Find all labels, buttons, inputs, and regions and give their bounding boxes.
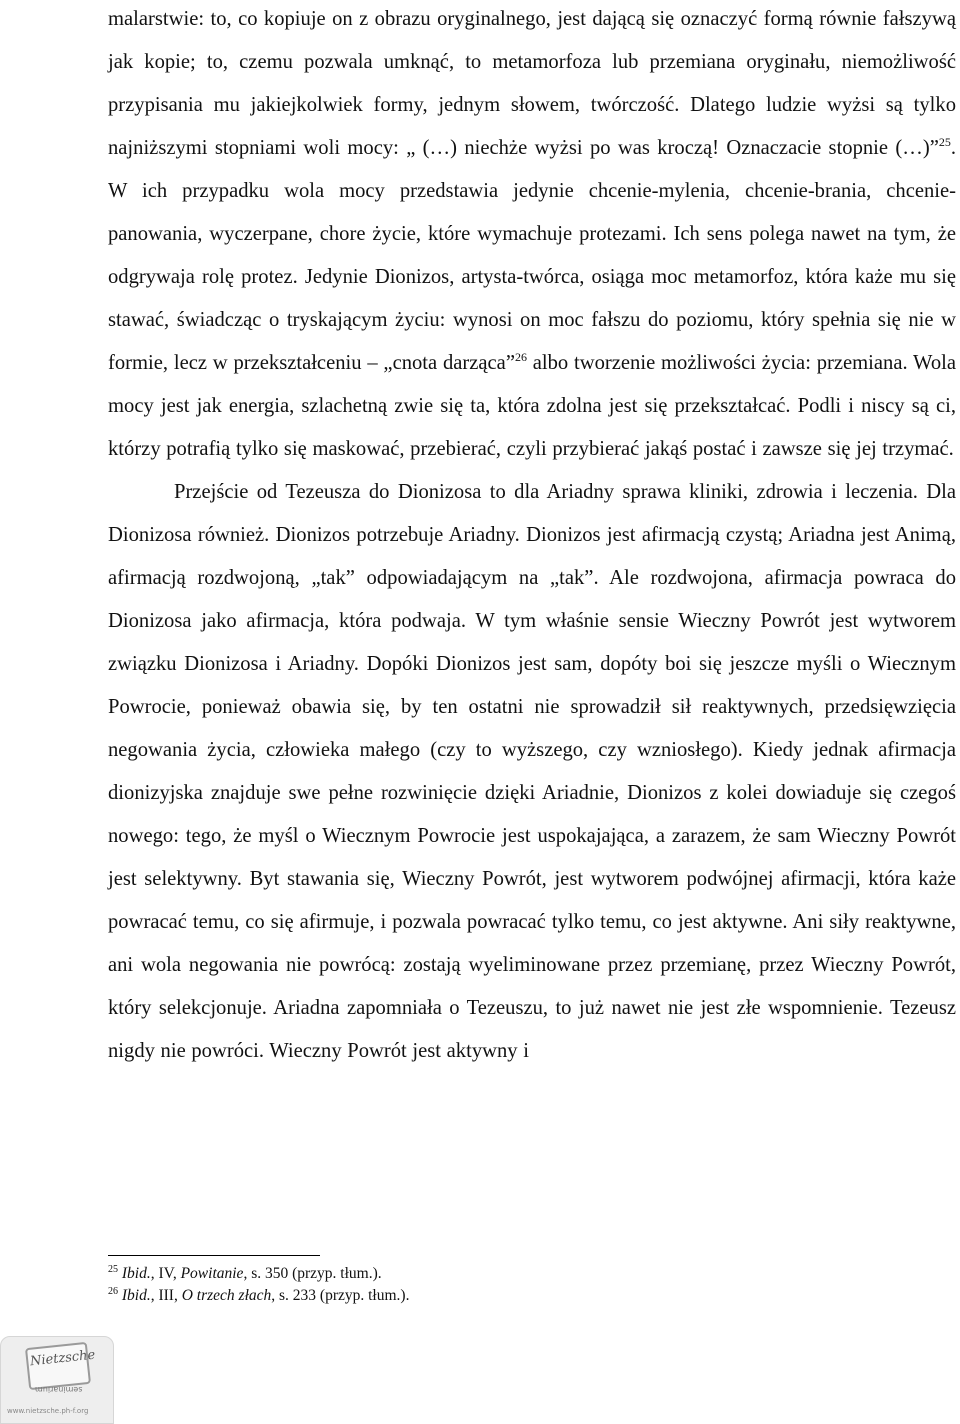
paragraph: [108, 471, 956, 1073]
footnote-title: Ibid.: [121, 1287, 151, 1304]
footnote: [108, 1263, 808, 1285]
watermark-logo: [0, 1336, 114, 1424]
logo-subtitle: seminarium: [35, 1385, 83, 1394]
logo-url: www.nietzsche.ph-f.org: [7, 1407, 89, 1415]
body-text: [108, 0, 956, 1073]
footnote-title: Powitanie: [180, 1265, 244, 1282]
footnote-title: O trzech złach: [181, 1287, 272, 1304]
footnotes: [108, 1263, 808, 1307]
footnote-number: 26: [108, 1285, 118, 1297]
text-run: Przejście od Tezeusza do Dionizosa to dla Ariadny sprawa kliniki, zdrowia i leczenia. Dla Dionizosa również. Dionizos potrzebuje Ariadny. Dionizos jest afirmacją czystą; Ariadna jest Animą, afirmacją rozdwojoną, „tak” odpowiadającym na „tak”. Ale rozdwojona, afirmacja powraca do Dionizosa jako afirmacja, która podwaja. W tym właśnie sensie Wieczny Powrót jest wytworem związku Dionizosa i Ariadny. Dopóki Dionizos jest sam, dopóty boi się jeszcze myśli o Wiecznym Powrocie, ponieważ obawia się, by ten ostatni nie sprowadził sił reaktywnych, przedsięwzięcia negowania życia, człowieka małego (czy to wyższego, czy wzniosłego). Kiedy jednak afirmacja dionizyjska znajduje swe pełne rozwinięcie dzięki Ariadnie, Dionizos z kolei dowiaduje się czegoś nowego: tego, że myśl o Wiecznym Powrocie jest uspokajająca, a zarazem, że sam Wieczny Powrót jest selektywny. Byt stawania się, Wieczny Powrót, jest wytworem podwójnej afirmacji, która każe powracać temu, co się afirmuje, i pozwala powracać tylko temu, co jest aktywne. Ani siły reaktywne, ani wola negowania nie powrócą: zostają wyeliminowane przez przemianę, przez Wieczny Powrót, który selekcjonuje. Ariadna zapomniała o Tezeuszu, to już nawet nie jest złe wspomnienie. Tezeusz nigdy nie powróci. Wieczny Powrót jest aktywny i: [108, 481, 956, 1062]
footnote-text: , III,: [150, 1287, 182, 1304]
paragraph: [108, 0, 956, 471]
text-run: albo tworzenie możliwości życia: przemiana. Wola mocy jest jak energia, szlachetną zwie się ta, która zdolna jest się przekształcać. Podli i niscy są ci, którzy potrafią tylko się maskować, przebierać, czyli przybierać jakąś postać i zawsze się jej trzymać.: [108, 352, 957, 460]
document-page: [108, 0, 956, 1073]
footnote-separator: [108, 1255, 320, 1256]
footnote-number: 25: [108, 1263, 118, 1275]
footnote-text: , s. 233 (przyp. tłum.).: [271, 1287, 410, 1304]
footnote-ref: 26: [514, 350, 527, 365]
footnote-text: , s. 350 (przyp. tłum.).: [243, 1265, 382, 1282]
footnote-title: Ibid.: [121, 1265, 151, 1282]
text-run: malarstwie: to, co kopiuje on z obrazu oryginalnego, jest dającą się oznaczyć formą równie fałszywą jak kopie; to, czemu pozwala umknąć, to metamorfoza lub przemiana oryginału, niemożliwość przypisania mu jakiejkolwiek formy, jednym słowem, twórczość. Dlatego ludzie wyżsi są tylko najniższymi stopniami woli mocy: „ (…) niechże wyżsi po was kroczą! Oznaczacie stopnie (…)”: [108, 8, 956, 159]
text-run: . W ich przypadku wola mocy przedstawia jedynie chcenie-mylenia, chcenie-brania, chcenie-panowania, wyczerpane, chore życie, które wymachuje protezami. Ich sens polega nawet na tym, że odgrywaja rolę protez. Jedynie Dionizos, artysta-twórca, osiąga moc metamorfoz, która każe mu się stawać, świadcząc o tryskającym życiu: wynosi on moc fałszu do poziomu, który spełnia się nie w formie, lecz w przekształceniu – „cnota darząca”: [108, 137, 956, 374]
footnote: [108, 1285, 808, 1307]
footnote-ref: 25: [938, 135, 951, 150]
logo-title: Nietzsche: [29, 1347, 96, 1370]
footnote-text: , IV,: [150, 1265, 181, 1282]
